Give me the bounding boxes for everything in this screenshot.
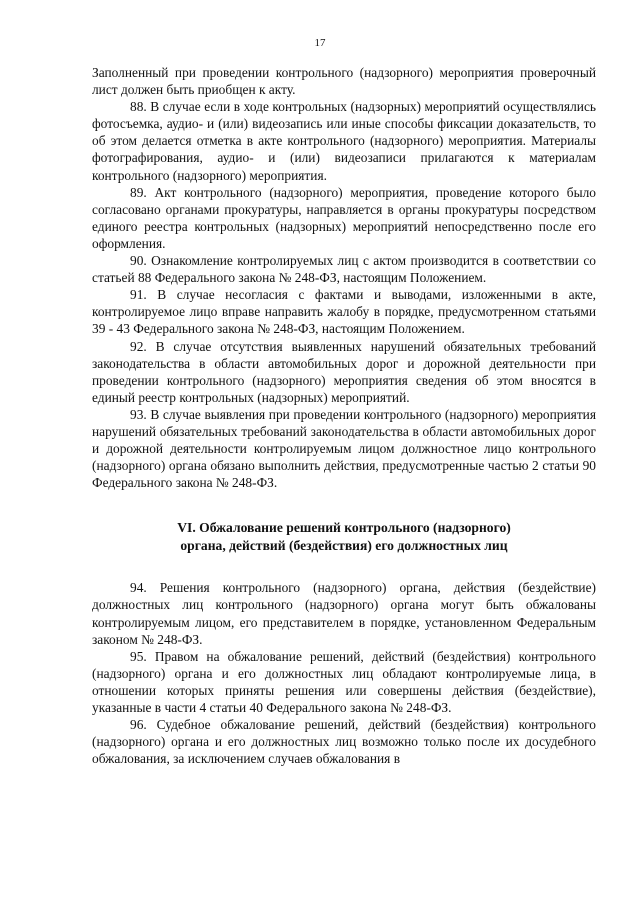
paragraph-90: 90. Ознакомление контролируемых лиц с актом производится в соответствии со статьей 88 Федерального закона № 248-ФЗ, настоящим Положением. — [92, 253, 596, 286]
paragraph-95: 95. Правом на обжалование решений, действий (бездействия) контрольного (надзорного) органа и его должностных лиц обладают контролируемые лица, в отношении которых приняты решения или совершены действия (бездействие), указанные в части 4 статьи 40 Федерального закона № 248-ФЗ. — [92, 648, 596, 715]
page-number: 17 — [314, 37, 326, 49]
paragraph-continuation: Заполненный при проведении контрольного (надзорного) мероприятия проверочный лист должен быть приобщен к акту. — [92, 65, 596, 98]
section-heading-line-1: VI. Обжалование решений контрольного (надзорного) — [177, 520, 511, 536]
paragraph-94: 94. Решения контрольного (надзорного) органа, действия (бездействие) должностных лиц контрольного (надзорного) органа могут быть обжалованы контролируемым лицом, его представителем в порядке, установленном Федеральным законом № 248-ФЗ. — [92, 580, 596, 647]
section-heading-line-2: органа, действий (бездействия) его должностных лиц — [180, 538, 508, 554]
paragraph-89: 89. Акт контрольного (надзорного) мероприятия, проведение которого было согласовано органами прокуратуры, направляется в органы прокуратуры посредством единого реестра контрольных (надзорных) мероприятий непосредственно после его оформления. — [92, 184, 596, 251]
section-heading — [92, 519, 596, 555]
document-body — [92, 64, 596, 767]
paragraph-92: 92. В случае отсутствия выявленных нарушений обязательных требований законодательства в области автомобильных дорог и дорожной деятельности при проведении контрольного (надзорного) мероприятия сведения об этом вносятся в единый реестр контрольных (надзорных) мероприятий. — [92, 338, 596, 405]
paragraph-88: 88. В случае если в ходе контрольных (надзорных) мероприятий осуществлялись фотосъемка, аудио- и (или) видеозапись или иные способы фиксации доказательств, то об этом делается отметка в акте контрольного (надзорного) мероприятия. Материалы фотографирования, аудио- и (или) видеозаписи прилагаются к материалам контрольного (надзорного) мероприятия. — [92, 99, 596, 183]
paragraph-93: 93. В случае выявления при проведении контрольного (надзорного) мероприятия нарушений обязательных требований законодательства в области автомобильных дорог и дорожной деятельности контролируемым лицом должностное лицо контрольного (надзорного) органа обязано выполнить действия, предусмотренные частью 2 статьи 90 Федерального закона № 248-ФЗ. — [92, 406, 596, 491]
paragraph-91: 91. В случае несогласия с фактами и выводами, изложенными в акте, контролируемое лицо вправе направить жалобу в порядке, предусмотренном статьями 39 - 43 Федерального закона № 248-ФЗ, настоящим Положением. — [92, 287, 596, 337]
paragraph-96: 96. Судебное обжалование решений, действий (бездействия) контрольного (надзорного) органа и его должностных лиц возможно только после их досудебного обжалования, за исключением случаев обжалования в — [92, 717, 596, 767]
